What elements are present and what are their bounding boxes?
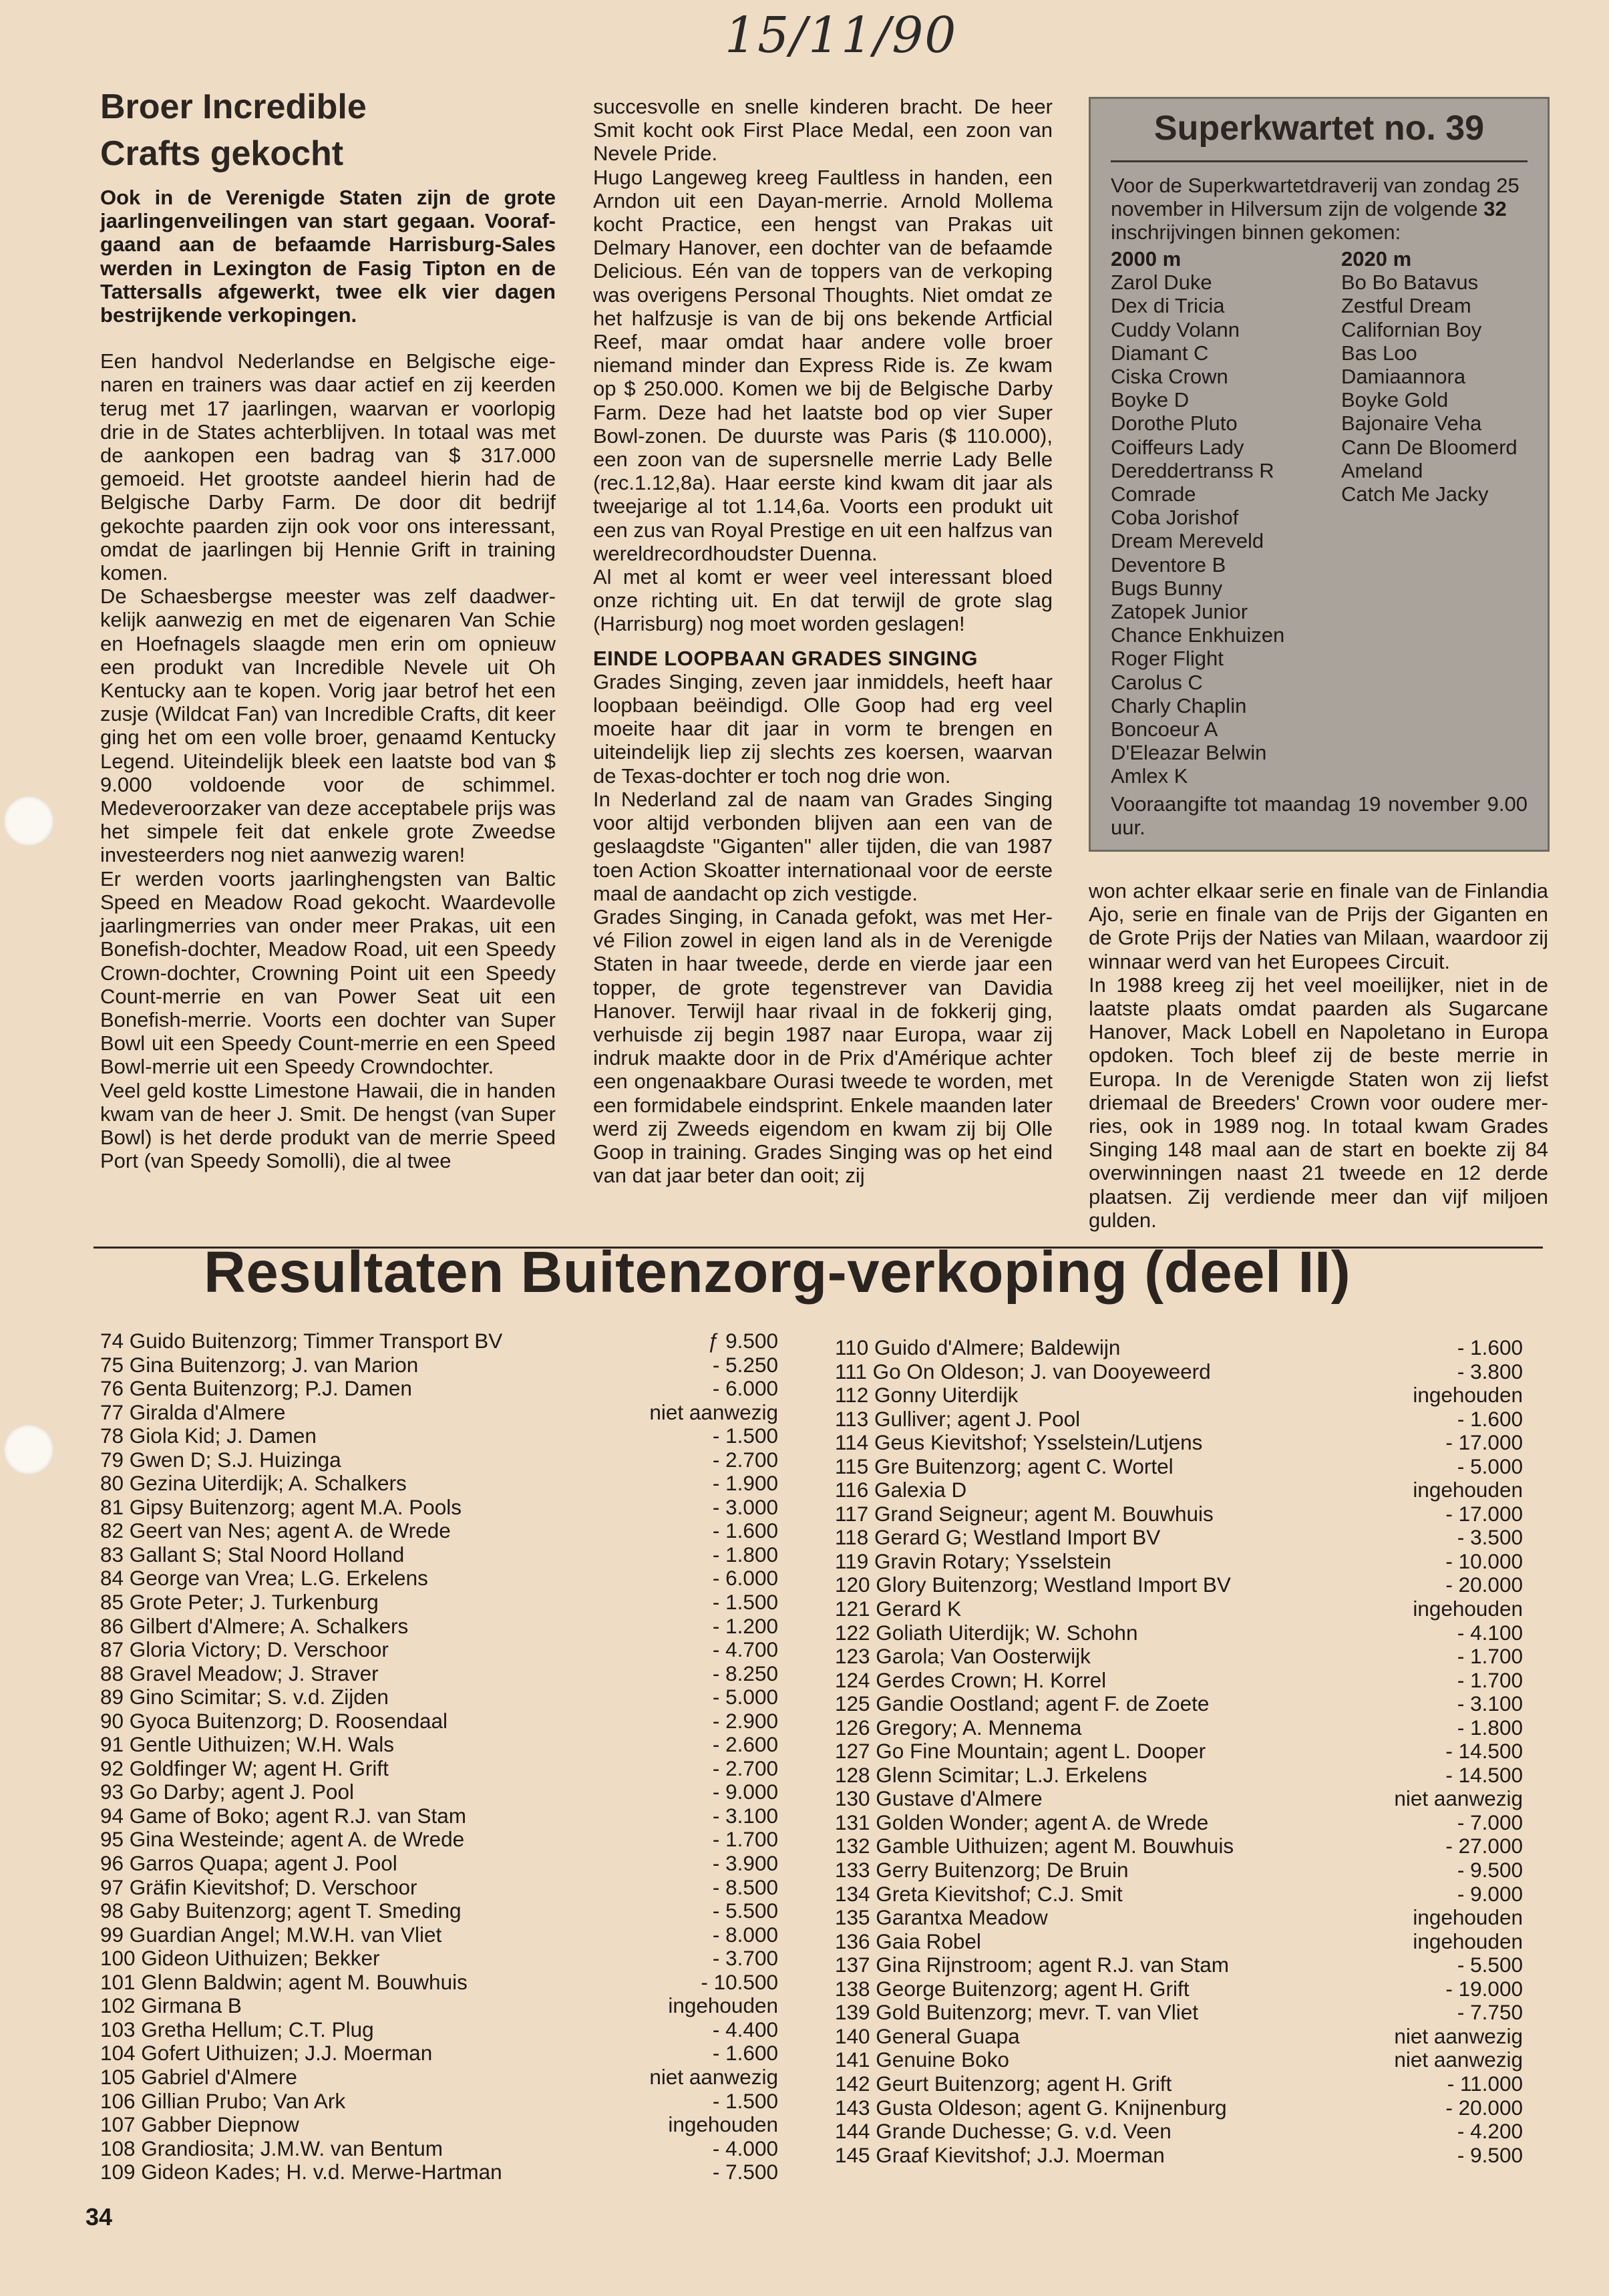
result-horse-buyer: 92 Goldfinger W; agent H. Grift — [100, 1756, 389, 1780]
result-horse-buyer: 75 Gina Buitenzorg; J. van Marion — [100, 1352, 419, 1377]
result-horse-buyer: 134 Greta Kievitshof; C.J. Smit — [835, 1881, 1123, 1906]
horse-entry: Bugs Bunny — [1111, 576, 1223, 600]
horse-entry: Charly Chaplin — [1111, 693, 1247, 717]
result-row — [835, 1787, 1523, 1811]
result-row — [835, 2120, 1523, 2144]
results-list-left — [100, 1329, 778, 2184]
result-row — [100, 1757, 778, 1781]
paragraph: Een handvol Nederlandse en Belgische eigenaren en trainers was daar actief en zij keerden terug met 17 jaarlingen, waarvan er voorlopig drie in de States achterblijven. In totaal was met de aankopen een badrag van $ 317.000 gemoeid. Het grootste aandeel hierin had de Belgische Darby Farm. De door dit bedrijf gekochte paarden zijn ook voor ons interessant, omdat de jaarlingen bij Hennie Grift in training komen. — [100, 349, 556, 585]
result-horse-buyer: 112 Gonny Uiterdijk — [835, 1383, 1019, 1408]
result-price: - 1.600 — [712, 1518, 778, 1543]
result-price: - 1.500 — [712, 2088, 778, 2113]
result-horse-buyer: 122 Goliath Uiterdijk; W. Schohn — [835, 1620, 1138, 1645]
result-price: - 8.500 — [712, 1874, 778, 1899]
result-row — [100, 1567, 778, 1591]
result-row — [100, 1353, 778, 1377]
result-horse-buyer: 120 Glory Buitenzorg; Westland Import BV — [835, 1573, 1231, 1597]
result-row — [100, 1401, 778, 1425]
result-row — [100, 1472, 778, 1496]
result-horse-buyer: 80 Gezina Uiterdijk; A. Schalkers — [100, 1471, 407, 1496]
result-price: - 27.000 — [1445, 1834, 1523, 1858]
result-row — [100, 1424, 778, 1448]
box-intro-count: 32 — [1483, 197, 1507, 220]
result-horse-buyer: 130 Gustave d'Almere — [835, 1786, 1043, 1811]
result-horse-buyer: 132 Gamble Uithuizen; agent M. Bouwhuis — [835, 1834, 1234, 1858]
result-price: - 20.000 — [1445, 2095, 1523, 2120]
result-price: - 4.000 — [712, 2136, 778, 2160]
horse-entry: Zatopek Junior — [1111, 600, 1248, 624]
result-price: - 5.000 — [712, 1685, 778, 1709]
horse-entry: Zestful Dream — [1341, 294, 1471, 318]
result-price: - 9.000 — [1457, 1881, 1523, 1906]
result-horse-buyer: 81 Gipsy Buitenzorg; agent M.A. Pools — [100, 1494, 462, 1519]
handwritten-date: 15/11/90 — [725, 7, 958, 64]
result-row — [835, 1953, 1523, 1977]
paragraph: De Schaesbergse meester was zelf daadwerkelijk aanwezig en met de eigenaren Van Schie en Hoefnagels slaagde men erin om opnieuw een produkt van Incredible Nevele uit Oh Kentucky aan te kopen. Vorig jaar betrof het een zusje (Wildcat Fan) van Incredible Crafts, dit keer ging het om een volle broer, genaamd Kentucky Legend. Uiteindelijk bleek een laatste bod van $ 9.000 voldoende voor de schimmel. Medeveroorzaker van deze acceptabele prijs was het simpele feit dat enkele grote Zweedse investeerders nog niet aanwezig waren! — [100, 585, 556, 867]
result-price: - 1.600 — [1457, 1335, 1523, 1359]
result-horse-buyer: 124 Gerdes Crown; H. Korrel — [835, 1667, 1107, 1692]
paragraph: Grades Singing, zeven jaar inmiddels, heeft haar loopbaan beëindigd. Olle Goop had erg veel moeite haar dit jaar in vorm te brengen en uiteindelijk liep zij slechts zes koersen, waarvan de Texas-dochter er toch nog drie won. — [593, 669, 1053, 788]
result-row — [100, 1852, 778, 1876]
horse-entry: Comrade — [1111, 482, 1196, 506]
result-price: - 7.500 — [712, 2160, 778, 2184]
result-price: - 2.600 — [712, 1732, 778, 1757]
article-headline: Broer Incredible Crafts gekocht — [100, 88, 367, 173]
result-price: - 3.000 — [712, 1494, 778, 1519]
list-header-2020m: 2020 m — [1341, 247, 1412, 271]
result-price: - 20.000 — [1445, 1573, 1523, 1597]
horse-entry: Boyke Gold — [1341, 388, 1449, 412]
result-horse-buyer: 139 Gold Buitenzorg; mevr. T. van Vliet — [835, 2000, 1198, 2025]
result-row — [835, 2048, 1523, 2072]
result-horse-buyer: 125 Gandie Oostland; agent F. de Zoete — [835, 1691, 1210, 1716]
result-price: - 4.700 — [712, 1637, 778, 1662]
result-price: ingehouden — [668, 1993, 778, 2018]
horse-entry: Zarol Duke — [1111, 271, 1212, 295]
result-price: - 9.500 — [1457, 2142, 1523, 2167]
result-row — [835, 1478, 1523, 1502]
result-row — [100, 2113, 778, 2137]
result-horse-buyer: 109 Gideon Kades; H. v.d. Merwe-Hartman — [100, 2160, 502, 2184]
horse-entry: Boyke D — [1111, 388, 1190, 412]
result-row — [835, 2144, 1523, 2168]
result-price: - 3.100 — [712, 1803, 778, 1828]
horse-entry: Deventore B — [1111, 552, 1226, 577]
result-price: - 9.500 — [1457, 1858, 1523, 1882]
result-horse-buyer: 88 Gravel Meadow; J. Straver — [100, 1661, 379, 1685]
result-horse-buyer: 143 Gusta Oldeson; agent G. Knijnenburg — [835, 2095, 1227, 2120]
result-row — [835, 2096, 1523, 2120]
result-horse-buyer: 87 Gloria Victory; D. Verschoor — [100, 1637, 389, 1662]
horse-entry: Diamant C — [1111, 341, 1209, 365]
result-row — [100, 1615, 778, 1639]
result-price: - 1.900 — [712, 1471, 778, 1496]
result-price: - 5.000 — [1457, 1454, 1523, 1478]
result-price: niet aanwezig — [1394, 2023, 1523, 2048]
result-horse-buyer: 99 Guardian Angel; M.W.H. van Vliet — [100, 1922, 442, 1947]
result-horse-buyer: 140 General Guapa — [835, 2023, 1020, 2048]
result-row — [100, 1519, 778, 1543]
list-2000m — [1111, 247, 1284, 788]
result-horse-buyer: 105 Gabriel d'Almere — [100, 2064, 297, 2089]
result-horse-buyer: 135 Garantxa Meadow — [835, 1905, 1048, 1930]
result-horse-buyer: 91 Gentle Uithuizen; W.H. Wals — [100, 1732, 395, 1757]
paragraph: Al met al komt er weer veel interessant bloed onze richting uit. En dat terwijl de grote slag (Harrisburg) nog moet worden geslagen! — [593, 565, 1053, 636]
result-price: - 17.000 — [1445, 1430, 1523, 1455]
result-horse-buyer: 118 Gerard G; Westland Import BV — [835, 1525, 1161, 1550]
result-price: - 1.800 — [712, 1542, 778, 1567]
result-row — [100, 1876, 778, 1900]
result-horse-buyer: 119 Gravin Rotary; Ysselstein — [835, 1548, 1111, 1573]
result-price: ingehouden — [1413, 1597, 1523, 1621]
result-price: ingehouden — [1413, 1929, 1523, 1953]
result-row — [835, 1621, 1523, 1645]
result-horse-buyer: 141 Genuine Boko — [835, 2047, 1009, 2072]
result-price: - 5.250 — [712, 1352, 778, 1377]
result-row — [835, 2072, 1523, 2096]
horse-entry: Bo Bo Batavus — [1341, 271, 1479, 295]
result-price: - 1.800 — [1457, 1715, 1523, 1740]
result-row — [835, 1858, 1523, 1882]
result-horse-buyer: 116 Galexia D — [835, 1478, 967, 1502]
result-horse-buyer: 113 Gulliver; agent J. Pool — [835, 1406, 1081, 1431]
result-row — [835, 1336, 1523, 1360]
result-row — [835, 1383, 1523, 1408]
result-horse-buyer: 108 Grandiosita; J.M.W. van Bentum — [100, 2136, 443, 2160]
horse-entry: Coba Jorishof — [1111, 506, 1239, 530]
results-list-right — [835, 1336, 1523, 2167]
result-price: niet aanwezig — [649, 1400, 778, 1424]
horse-entry: Ciska Crown — [1111, 365, 1228, 389]
result-price: - 2.700 — [712, 1447, 778, 1472]
paragraph: Grades Singing, in Canada gefokt, was met Hervé Filion zowel in eigen land als in de Verenigde Staten in haar tweede, derde en vierde jaar een topper, de grote tegenstrever van Davidia Hanover. Terwijl haar rivaal in de fokkerij ging, verhuisde zij begin 1987 naar Europa, waar zij indruk maakte door in de Prix d'Amérique achter een ongenaakbare Ourasi tweede te worden, met een formidabele eindsprint. Enkele maanden later werd zij Zweeds eigendom en kwam zij bij Olle Goop in training. Grades Singing was op het eind van dat jaar beter dan ooit; zij — [593, 905, 1053, 1188]
result-price: - 1.500 — [712, 1590, 778, 1615]
result-row — [100, 1377, 778, 1401]
result-row — [100, 2160, 778, 2184]
result-row — [100, 1638, 778, 1662]
result-row — [100, 2137, 778, 2161]
paragraph: succesvolle en snelle kinderen bracht. De heer Smit kocht ook First Place Medal, een zoon van Nevele Pride. — [593, 95, 1053, 166]
horse-entry: Carolus C — [1111, 670, 1203, 694]
result-horse-buyer: 83 Gallant S; Stal Noord Holland — [100, 1542, 405, 1567]
result-price: - 1.600 — [712, 2041, 778, 2066]
article-column-3 — [1089, 879, 1548, 1232]
result-price: - 8.000 — [712, 1922, 778, 1947]
result-horse-buyer: 76 Genta Buitenzorg; P.J. Damen — [100, 1376, 412, 1401]
result-price: - 6.000 — [712, 1376, 778, 1401]
result-row — [100, 1733, 778, 1757]
result-price: - 14.500 — [1445, 1762, 1523, 1787]
result-horse-buyer: 111 Go On Oldeson; J. van Dooyeweerd — [835, 1359, 1211, 1383]
result-row — [100, 2041, 778, 2066]
result-price: - 3.900 — [712, 1851, 778, 1876]
result-horse-buyer: 78 Giola Kid; J. Damen — [100, 1424, 317, 1448]
horse-entry: Bas Loo — [1341, 341, 1417, 365]
result-price: - 8.250 — [712, 1661, 778, 1685]
result-row — [100, 1923, 778, 1947]
box-intro-text-end: inschrijvingen binnen gekomen: — [1111, 220, 1401, 244]
result-price: - 9.000 — [712, 1780, 778, 1804]
horse-entry: Coiffeurs Lady — [1111, 435, 1244, 459]
result-horse-buyer: 137 Gina Rijnstroom; agent R.J. van Stam — [835, 1953, 1230, 1977]
article-column-2 — [593, 95, 1053, 1187]
result-row — [100, 1662, 778, 1686]
horse-entry: Dex di Tricia — [1111, 294, 1225, 318]
result-row — [100, 1543, 778, 1567]
result-row — [100, 1448, 778, 1472]
result-horse-buyer: 121 Gerard K — [835, 1597, 962, 1621]
result-price: ingehouden — [1413, 1478, 1523, 1502]
result-price: - 3.800 — [1457, 1359, 1523, 1383]
result-row — [100, 2018, 778, 2042]
result-horse-buyer: 126 Gregory; A. Mennema — [835, 1715, 1082, 1740]
result-horse-buyer: 114 Geus Kievitshof; Ysselstein/Lutjens — [835, 1430, 1203, 1455]
result-row — [835, 1550, 1523, 1574]
article-lead: Ook in de Verenigde Staten zijn de grote jaarlingenveilingen van start gegaan. Voorafgaand aan de befaamde Harrisburg-Sales werden in Lexington de Fasig Tipton en de Tattersalls afgewerkt, twee elk vier dagen bestrijkende verkopingen. — [100, 186, 556, 327]
paragraph: In 1988 kreeg zij het veel moeilijker, niet in de laatste plaats omdat paarden als Sugarcane Hanover, Mack Lobell en Napoletano in Europa opdoken. Toch bleef zij de beste merrie in Europa. In de Verenigde Staten won zij liefst driemaal de Breeders' Crown voor oudere merries, ook in 1989 nog. In totaal kwam Grades Singing 148 maal aan de start en boekte zij 84 overwinningen naast 21 tweede en 12 derde plaatsen. Zij verdiende meer dan vijf miljoen gulden. — [1089, 973, 1548, 1232]
result-row — [835, 1977, 1523, 2001]
result-horse-buyer: 123 Garola; Van Oosterwijk — [835, 1644, 1091, 1669]
article-column-1 — [100, 186, 556, 1172]
result-price: ingehouden — [668, 2112, 778, 2137]
result-row — [100, 1899, 778, 1923]
result-price: - 1.700 — [1457, 1644, 1523, 1669]
result-horse-buyer: 97 Gräfin Kievitshof; D. Verschoor — [100, 1874, 417, 1899]
result-horse-buyer: 96 Garros Quapa; agent J. Pool — [100, 1851, 397, 1876]
horse-entry: D'Eleazar Belwin — [1111, 741, 1267, 765]
horse-entry: Dream Mereveld — [1111, 529, 1264, 553]
article-subhead: EINDE LOOPBAAN GRADES SINGING — [593, 646, 978, 670]
result-horse-buyer: 145 Graaf Kievitshof; J.J. Moerman — [835, 2142, 1165, 2167]
result-price: - 3.100 — [1457, 1691, 1523, 1716]
results-title: Resultaten Buitenzorg-verkoping (deel II) — [204, 1240, 1351, 1305]
result-price: - 11.000 — [1447, 2071, 1523, 2096]
result-price: ƒ 9.500 — [707, 1329, 778, 1353]
result-horse-buyer: 95 Gina Westeinde; agent A. de Wrede — [100, 1827, 465, 1852]
horse-entry: Roger Flight — [1111, 647, 1224, 671]
result-horse-buyer: 84 George van Vrea; L.G. Erkelens — [100, 1566, 428, 1591]
result-row — [835, 1573, 1523, 1597]
box-intro-text: Voor de Superkwartetdraverij van zondag 25 november in Hilversum zijn de volgende — [1111, 174, 1519, 220]
result-horse-buyer: 94 Game of Boko; agent R.J. van Stam — [100, 1803, 467, 1828]
result-row — [835, 2025, 1523, 2049]
page-number: 34 — [85, 2203, 113, 2231]
horse-entry: Boncoeur A — [1111, 717, 1218, 742]
result-price: niet aanwezig — [1394, 1786, 1523, 1811]
result-horse-buyer: 103 Gretha Hellum; C.T. Plug — [100, 2017, 374, 2041]
result-horse-buyer: 138 George Buitenzorg; agent H. Grift — [835, 1976, 1190, 2001]
punch-hole-bottom — [4, 1425, 53, 1474]
result-row — [835, 1431, 1523, 1455]
result-row — [835, 1408, 1523, 1432]
result-price: - 6.000 — [712, 1566, 778, 1591]
result-row — [100, 1971, 778, 1995]
result-price: - 7.000 — [1457, 1810, 1523, 1834]
result-row — [835, 1906, 1523, 1930]
result-row — [835, 1692, 1523, 1716]
horse-entry: Bajonaire Veha — [1341, 412, 1482, 436]
result-horse-buyer: 100 Gideon Uithuizen; Bekker — [100, 1946, 380, 1971]
paragraph: In Nederland zal de naam van Grades Singing voor altijd verbonden blijven aan een van de geslaagdste "Giganten" aller tijden, die van 1987 toen Action Skoatter internationaal voor de eerste maal de aandacht op zich vestigde. — [593, 787, 1053, 905]
result-price: - 1.700 — [1457, 1667, 1523, 1692]
result-row — [835, 1455, 1523, 1479]
result-horse-buyer: 115 Gre Buitenzorg; agent C. Wortel — [835, 1454, 1174, 1478]
result-horse-buyer: 104 Gofert Uithuizen; J.J. Moerman — [100, 2041, 433, 2066]
result-row — [835, 1811, 1523, 1835]
box-intro — [1111, 174, 1530, 244]
result-row — [100, 1329, 778, 1353]
result-row — [835, 1526, 1523, 1550]
horse-entry: Chance Enkhuizen — [1111, 623, 1285, 647]
punch-hole-top — [4, 796, 53, 846]
box-divider — [1111, 160, 1528, 162]
result-price: ingehouden — [1413, 1383, 1523, 1408]
result-row — [835, 1502, 1523, 1526]
result-horse-buyer: 131 Golden Wonder; agent A. de Wrede — [835, 1810, 1209, 1834]
result-horse-buyer: 142 Geurt Buitenzorg; agent H. Grift — [835, 2071, 1172, 2096]
paragraph: Hugo Langeweg kreeg Faultless in handen, een Arndon uit een Dayan-merrie. Arnold Mollema kocht Practice, een hengst van Prakas uit Delmary Hanover, een dochter van de befaamde Delicious. Eén van de toppers van de verkoping was overigens Personal Thoughts. Niet omdat ze het halfzusje is van de bij ons bekende Artficial Reef, maar omdat haar andere volle broer niemand minder dan Express Ride is. Ze kwam op $ 250.000. Komen we bij de Belgische Darby Farm. Deze had het laatste bod op vier Super Bowl-zonen. De duurste was Paris ($ 110.000), een zoon van de supersnelle merrie Lady Belle (rec.1.12,8a). Haar eerste kind kwam dit jaar als tweejarige al tot 1.14,6a. Voorts een produkt uit een zus van Royal Prestige en uit een halfzus van wereldrecordhoudster Duenna. — [593, 165, 1053, 565]
result-horse-buyer: 128 Glenn Scimitar; L.J. Erkelens — [835, 1762, 1147, 1787]
result-horse-buyer: 144 Grande Duchesse; G. v.d. Veen — [835, 2119, 1172, 2144]
horse-entry: Dorothe Pluto — [1111, 412, 1238, 436]
result-price: - 1.700 — [712, 1827, 778, 1852]
result-row — [100, 1947, 778, 1971]
result-price: - 19.000 — [1445, 1976, 1523, 2001]
result-price: - 5.500 — [712, 1899, 778, 1923]
horse-entry: Catch Me Jacky — [1341, 482, 1489, 506]
result-horse-buyer: 110 Guido d'Almere; Baldewijn — [835, 1335, 1121, 1359]
horse-entry: Cann De Bloomerd — [1341, 435, 1517, 459]
result-row — [835, 1882, 1523, 1907]
result-row — [100, 1496, 778, 1520]
result-row — [835, 1930, 1523, 1954]
result-price: niet aanwezig — [649, 2064, 778, 2089]
result-price: - 4.400 — [712, 2017, 778, 2041]
result-price: - 4.200 — [1457, 2119, 1523, 2144]
result-price: - 10.500 — [701, 1969, 778, 1994]
result-horse-buyer: 98 Gaby Buitenzorg; agent T. Smeding — [100, 1899, 462, 1923]
result-horse-buyer: 106 Gillian Prubo; Van Ark — [100, 2088, 346, 2113]
result-price: - 1.200 — [712, 1613, 778, 1638]
superkwartet-box — [1089, 97, 1550, 852]
result-price: - 14.500 — [1445, 1739, 1523, 1764]
result-price: - 3.700 — [712, 1946, 778, 1971]
result-row — [100, 1804, 778, 1828]
result-price: - 17.000 — [1445, 1501, 1523, 1526]
box-footer: Vooraangifte tot maandag 19 november 9.00 uur. — [1111, 792, 1528, 839]
result-price: - 7.750 — [1457, 2000, 1523, 2025]
result-horse-buyer: 90 Gyoca Buitenzorg; D. Roosendaal — [100, 1708, 448, 1733]
result-horse-buyer: 82 Geert van Nes; agent A. de Wrede — [100, 1518, 451, 1543]
result-row — [100, 1709, 778, 1734]
result-price: - 4.100 — [1457, 1620, 1523, 1645]
result-price: - 1.500 — [712, 1424, 778, 1448]
horse-entry: Damiaannora — [1341, 365, 1466, 389]
result-price: - 5.500 — [1457, 1953, 1523, 1977]
box-title: Superkwartet no. 39 — [1153, 109, 1485, 148]
list-2020m — [1341, 247, 1517, 506]
result-row — [100, 2066, 778, 2090]
result-horse-buyer: 127 Go Fine Mountain; agent L. Dooper — [835, 1739, 1206, 1764]
result-price: ingehouden — [1413, 1905, 1523, 1930]
horse-entry: Californian Boy — [1341, 317, 1482, 341]
result-price: - 2.700 — [712, 1756, 778, 1780]
result-price: - 1.600 — [1457, 1406, 1523, 1431]
result-horse-buyer: 79 Gwen D; S.J. Huizinga — [100, 1447, 341, 1472]
paragraph: won achter elkaar serie en finale van de Finlandia Ajo, serie en finale van de Prijs der Giganten en de Grote Prijs der Naties van Milaan, waardoor zij winnaar werd van het Europees Circuit. — [1089, 879, 1548, 973]
result-row — [835, 2001, 1523, 2025]
result-price: - 10.000 — [1445, 1548, 1523, 1573]
result-row — [100, 1828, 778, 1852]
result-horse-buyer: 93 Go Darby; agent J. Pool — [100, 1780, 354, 1804]
result-price: - 3.500 — [1457, 1525, 1523, 1550]
result-row — [835, 1597, 1523, 1621]
result-horse-buyer: 117 Grand Seigneur; agent M. Bouwhuis — [835, 1501, 1214, 1526]
result-horse-buyer: 86 Gilbert d'Almere; A. Schalkers — [100, 1613, 409, 1638]
result-row — [100, 1994, 778, 2018]
horse-entry: Ameland — [1341, 458, 1423, 482]
result-horse-buyer: 85 Grote Peter; J. Turkenburg — [100, 1590, 379, 1615]
list-header-2000m: 2000 m — [1111, 247, 1182, 271]
result-row — [100, 1780, 778, 1804]
result-horse-buyer: 101 Glenn Baldwin; agent M. Bouwhuis — [100, 1969, 468, 1994]
result-row — [100, 2090, 778, 2114]
result-horse-buyer: 102 Girmana B — [100, 1993, 242, 2018]
horse-entry: Cuddy Volann — [1111, 317, 1240, 341]
result-row — [835, 1669, 1523, 1693]
result-horse-buyer: 136 Gaia Robel — [835, 1929, 981, 1953]
result-row — [835, 1716, 1523, 1740]
horse-entry: Dereddertranss R — [1111, 458, 1274, 482]
result-price: - 2.900 — [712, 1708, 778, 1733]
result-row — [835, 1740, 1523, 1764]
paragraph: Er werden voorts jaarlinghengsten van Baltic Speed en Meadow Road gekocht. Waardevolle jaarlingmerries van onder meer Prakas, uit een Bonefish-dochter, Meadow Road, uit een Speedy Crown-dochter, Crowning Point uit een Speedy Count-merrie en van Power Seat uit een Bonefish-merrie. Voorts een dochter van Super Bowl uit een Speedy Count-merrie en een Speed Bowl-merrie uit een Speedy Crowndochter. — [100, 866, 556, 1079]
result-horse-buyer: 133 Gerry Buitenzorg; De Bruin — [835, 1858, 1129, 1882]
result-row — [100, 1591, 778, 1615]
result-row — [835, 1764, 1523, 1788]
result-row — [835, 1645, 1523, 1669]
result-row — [835, 1834, 1523, 1858]
result-row — [100, 1685, 778, 1709]
result-horse-buyer: 77 Giralda d'Almere — [100, 1400, 286, 1424]
result-price: niet aanwezig — [1394, 2047, 1523, 2072]
horse-entry: Amlex K — [1111, 764, 1188, 788]
paragraph: Veel geld kostte Limestone Hawaii, die in handen kwam van de heer J. Smit. De hengst (van Super Bowl) is het derde produkt van de merrie Speed Port (van Speedy Somolli), die al twee — [100, 1078, 556, 1173]
result-row — [835, 1360, 1523, 1384]
result-horse-buyer: 89 Gino Scimitar; S. v.d. Zijden — [100, 1685, 389, 1709]
result-horse-buyer: 107 Gabber Diepnow — [100, 2112, 299, 2137]
result-horse-buyer: 74 Guido Buitenzorg; Timmer Transport BV — [100, 1329, 503, 1353]
